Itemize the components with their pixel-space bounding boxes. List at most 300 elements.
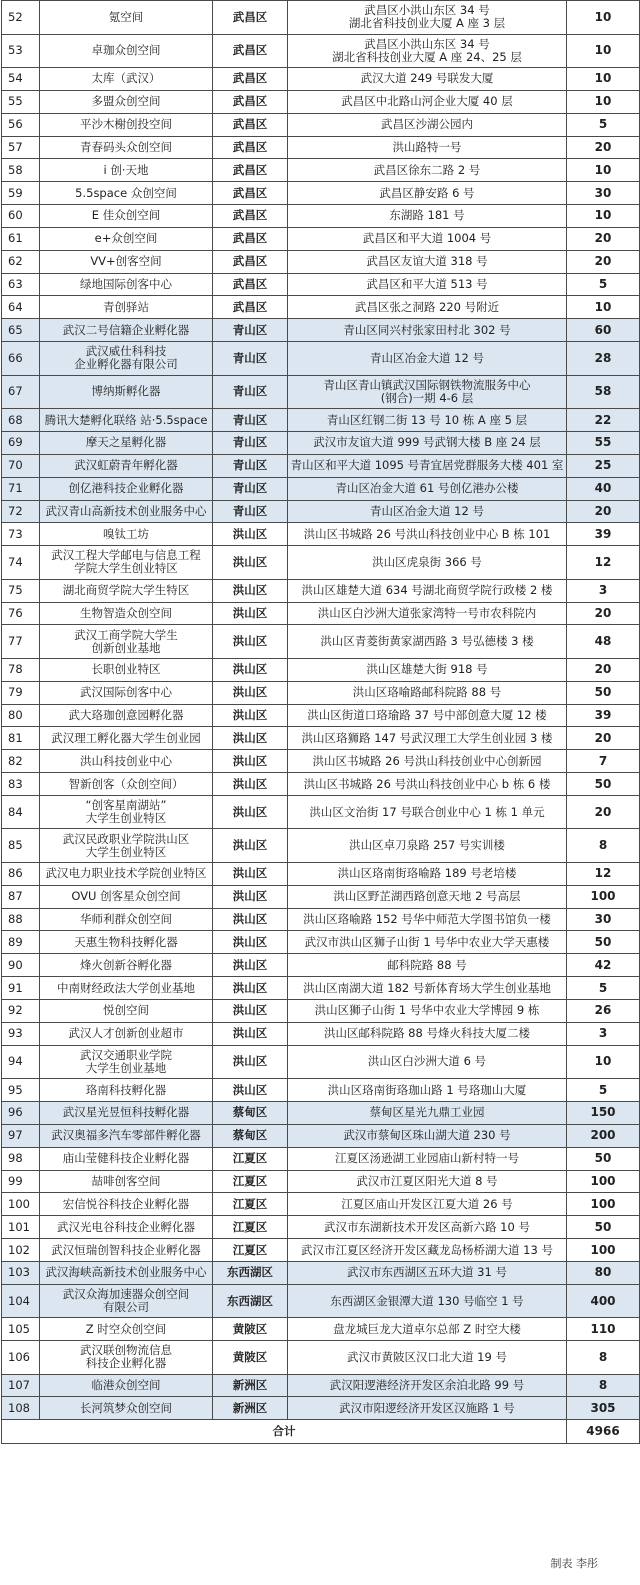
address: 洪山区雄楚大街 918 号 bbox=[288, 658, 567, 681]
district: 洪山区 bbox=[213, 908, 288, 931]
address: 武昌区小洪山东区 34 号 湖北省科技创业大厦 A 座 3 层 bbox=[288, 1, 567, 35]
area-value: 20 bbox=[567, 795, 640, 829]
table-row bbox=[2, 250, 640, 273]
district: 武昌区 bbox=[213, 68, 288, 91]
address: 武汉市东西湖区五环大道 31 号 bbox=[288, 1261, 567, 1284]
address: 洪山路特一号 bbox=[288, 136, 567, 159]
table-row bbox=[2, 68, 640, 91]
address: 武昌区沙湖公园内 bbox=[288, 113, 567, 136]
incubator-name: 武汉理工孵化器大学生创业园 bbox=[40, 727, 213, 750]
area-value: 20 bbox=[567, 658, 640, 681]
table-row bbox=[2, 954, 640, 977]
row-number: 91 bbox=[2, 977, 40, 1000]
row-number: 74 bbox=[2, 546, 40, 580]
district: 青山区 bbox=[213, 375, 288, 409]
incubator-name: 腾讯大楚孵化联络 站·5.5space bbox=[40, 409, 213, 432]
row-number: 105 bbox=[2, 1318, 40, 1341]
district: 洪山区 bbox=[213, 1045, 288, 1079]
address: 洪山区珞南街珞珈山路 1 号珞珈山大厦 bbox=[288, 1079, 567, 1102]
incubator-name: 悦创空间 bbox=[40, 1000, 213, 1023]
address: 洪山区珞喻路邮科院路 88 号 bbox=[288, 681, 567, 704]
table-row bbox=[2, 1170, 640, 1193]
district: 江夏区 bbox=[213, 1147, 288, 1170]
area-value: 8 bbox=[567, 1374, 640, 1397]
table-row bbox=[2, 977, 640, 1000]
address: 武昌区友谊大道 318 号 bbox=[288, 250, 567, 273]
district: 武昌区 bbox=[213, 227, 288, 250]
incubator-name: 武汉威仕科科技 企业孵化器有限公司 bbox=[40, 342, 213, 376]
district: 武昌区 bbox=[213, 90, 288, 113]
incubator-name: 武汉国际创客中心 bbox=[40, 681, 213, 704]
row-number: 81 bbox=[2, 727, 40, 750]
district: 青山区 bbox=[213, 319, 288, 342]
row-number: 80 bbox=[2, 704, 40, 727]
area-value: 80 bbox=[567, 1261, 640, 1284]
address: 洪山区书城路 26 号洪山科技创业中心创新园 bbox=[288, 750, 567, 773]
district: 洪山区 bbox=[213, 885, 288, 908]
area-value: 400 bbox=[567, 1284, 640, 1318]
district: 武昌区 bbox=[213, 1, 288, 35]
address: 洪山区虎泉街 366 号 bbox=[288, 546, 567, 580]
table-row bbox=[2, 523, 640, 546]
incubator-name: 武汉恒瑞创智科技企业孵化器 bbox=[40, 1239, 213, 1262]
row-number: 108 bbox=[2, 1397, 40, 1420]
table-row bbox=[2, 1374, 640, 1397]
table-row bbox=[2, 829, 640, 863]
total-label: 合计 bbox=[2, 1420, 567, 1444]
row-number: 54 bbox=[2, 68, 40, 91]
address: 江夏区汤逊湖工业园庙山新村特一号 bbox=[288, 1147, 567, 1170]
incubator-name: 武汉联创物流信息 科技企业孵化器 bbox=[40, 1341, 213, 1375]
area-value: 39 bbox=[567, 704, 640, 727]
address: 武汉市蔡甸区珠山湖大道 230 号 bbox=[288, 1124, 567, 1147]
district: 青山区 bbox=[213, 431, 288, 454]
area-value: 12 bbox=[567, 546, 640, 580]
district: 洪山区 bbox=[213, 862, 288, 885]
table-row bbox=[2, 704, 640, 727]
table-row bbox=[2, 1022, 640, 1045]
incubator-name: 卓珈众创空间 bbox=[40, 34, 213, 68]
table-row bbox=[2, 34, 640, 68]
table-row bbox=[2, 1239, 640, 1262]
address: 洪山区野芷湖西路创意天地 2 号高层 bbox=[288, 885, 567, 908]
incubator-name: 烽火创新谷孵化器 bbox=[40, 954, 213, 977]
area-value: 5 bbox=[567, 1079, 640, 1102]
table-row bbox=[2, 319, 640, 342]
district: 洪山区 bbox=[213, 727, 288, 750]
row-number: 52 bbox=[2, 1, 40, 35]
table-row bbox=[2, 342, 640, 376]
address: 洪山区南湖大道 182 号新体育场大学生创业基地 bbox=[288, 977, 567, 1000]
area-value: 10 bbox=[567, 205, 640, 228]
incubator-name: 武汉青山高新技术创业服务中心 bbox=[40, 500, 213, 523]
table-row bbox=[2, 90, 640, 113]
table-row bbox=[2, 431, 640, 454]
table-row bbox=[2, 1284, 640, 1318]
area-value: 58 bbox=[567, 375, 640, 409]
table-row bbox=[2, 625, 640, 659]
row-number: 94 bbox=[2, 1045, 40, 1079]
total-value: 4966 bbox=[567, 1420, 640, 1444]
area-value: 305 bbox=[567, 1397, 640, 1420]
incubator-name: 中南财经政法大学创业基地 bbox=[40, 977, 213, 1000]
area-value: 3 bbox=[567, 1022, 640, 1045]
table-row bbox=[2, 227, 640, 250]
incubator-name: 多盟众创空间 bbox=[40, 90, 213, 113]
table-row bbox=[2, 409, 640, 432]
address: 武昌区静安路 6 号 bbox=[288, 182, 567, 205]
table-row bbox=[2, 1397, 640, 1420]
table-row bbox=[2, 273, 640, 296]
address: 青山区同兴村张家田村北 302 号 bbox=[288, 319, 567, 342]
district: 蔡甸区 bbox=[213, 1102, 288, 1125]
row-number: 71 bbox=[2, 477, 40, 500]
incubator-name: 生物智造众创空间 bbox=[40, 602, 213, 625]
area-value: 28 bbox=[567, 342, 640, 376]
row-number: 75 bbox=[2, 579, 40, 602]
incubator-name: 武汉工商学院大学生 创新创业基地 bbox=[40, 625, 213, 659]
incubator-name: e+众创空间 bbox=[40, 227, 213, 250]
table-maker-credit: 制表 李彤 bbox=[550, 1557, 598, 1570]
row-number: 106 bbox=[2, 1341, 40, 1375]
table-row bbox=[2, 113, 640, 136]
incubator-name: VV+创客空间 bbox=[40, 250, 213, 273]
district: 洪山区 bbox=[213, 658, 288, 681]
table-row bbox=[2, 1079, 640, 1102]
table-row bbox=[2, 750, 640, 773]
area-value: 8 bbox=[567, 829, 640, 863]
table-row bbox=[2, 658, 640, 681]
address: 洪山区雄楚大道 634 号湖北商贸学院行政楼 2 楼 bbox=[288, 579, 567, 602]
area-value: 20 bbox=[567, 727, 640, 750]
area-value: 10 bbox=[567, 90, 640, 113]
row-number: 93 bbox=[2, 1022, 40, 1045]
incubator-name: 庙山莹健科技企业孵化器 bbox=[40, 1147, 213, 1170]
district: 武昌区 bbox=[213, 250, 288, 273]
district: 武昌区 bbox=[213, 205, 288, 228]
address: 洪山区书城路 26 号洪山科技创业中心 b 栋 6 楼 bbox=[288, 773, 567, 796]
row-number: 59 bbox=[2, 182, 40, 205]
row-number: 103 bbox=[2, 1261, 40, 1284]
incubator-name: 武汉星光昱恒科技孵化器 bbox=[40, 1102, 213, 1125]
address: 江夏区庙山开发区江夏大道 26 号 bbox=[288, 1193, 567, 1216]
district: 青山区 bbox=[213, 409, 288, 432]
table-row bbox=[2, 205, 640, 228]
address: 青山区冶金大道 12 号 bbox=[288, 500, 567, 523]
area-value: 8 bbox=[567, 1341, 640, 1375]
row-number: 85 bbox=[2, 829, 40, 863]
area-value: 20 bbox=[567, 500, 640, 523]
incubator-name: 武汉工程大学邮电与信息工程 学院大学生创业特区 bbox=[40, 546, 213, 580]
address: 武昌区张之洞路 220 号附近 bbox=[288, 296, 567, 319]
total-row bbox=[2, 1420, 640, 1444]
incubator-name: 绿地国际创客中心 bbox=[40, 273, 213, 296]
area-value: 30 bbox=[567, 182, 640, 205]
district: 洪山区 bbox=[213, 523, 288, 546]
area-value: 12 bbox=[567, 862, 640, 885]
address: 洪山区青菱街黄家湖西路 3 号弘德楼 3 楼 bbox=[288, 625, 567, 659]
district: 青山区 bbox=[213, 500, 288, 523]
district: 洪山区 bbox=[213, 546, 288, 580]
incubator-name: 宏信悦谷科技企业孵化器 bbox=[40, 1193, 213, 1216]
row-number: 56 bbox=[2, 113, 40, 136]
area-value: 50 bbox=[567, 773, 640, 796]
row-number: 87 bbox=[2, 885, 40, 908]
incubator-name: 临港众创空间 bbox=[40, 1374, 213, 1397]
row-number: 90 bbox=[2, 954, 40, 977]
district: 洪山区 bbox=[213, 579, 288, 602]
address: 洪山区珞狮路 147 号武汉理工大学生创业园 3 楼 bbox=[288, 727, 567, 750]
incubator-name: “创客星南湖站” 大学生创业特区 bbox=[40, 795, 213, 829]
address: 武昌区小洪山东区 34 号 湖北省科技创业大厦 A 座 24、25 层 bbox=[288, 34, 567, 68]
row-number: 69 bbox=[2, 431, 40, 454]
table-row bbox=[2, 477, 640, 500]
address: 武昌区和平大道 513 号 bbox=[288, 273, 567, 296]
district: 武昌区 bbox=[213, 136, 288, 159]
incubator-name: Z 时空众创空间 bbox=[40, 1318, 213, 1341]
district: 洪山区 bbox=[213, 1022, 288, 1045]
table-row bbox=[2, 579, 640, 602]
table-row bbox=[2, 1216, 640, 1239]
district: 洪山区 bbox=[213, 681, 288, 704]
table-row bbox=[2, 862, 640, 885]
incubator-name: 摩天之星孵化器 bbox=[40, 431, 213, 454]
area-value: 48 bbox=[567, 625, 640, 659]
incubator-name: 长河筑梦众创空间 bbox=[40, 1397, 213, 1420]
incubator-name: 武大珞珈创意园孵化器 bbox=[40, 704, 213, 727]
address: 武汉阳逻港经济开发区余泊北路 99 号 bbox=[288, 1374, 567, 1397]
incubator-name: 青春码头众创空间 bbox=[40, 136, 213, 159]
district: 青山区 bbox=[213, 454, 288, 477]
district: 蔡甸区 bbox=[213, 1124, 288, 1147]
row-number: 72 bbox=[2, 500, 40, 523]
district: 洪山区 bbox=[213, 829, 288, 863]
district: 洪山区 bbox=[213, 954, 288, 977]
district: 武昌区 bbox=[213, 273, 288, 296]
address: 青山区青山镇武汉国际钢铁物流服务中心 (钢合)一期 4-6 层 bbox=[288, 375, 567, 409]
row-number: 62 bbox=[2, 250, 40, 273]
address: 青山区红钢二街 13 号 10 栋 A 座 5 层 bbox=[288, 409, 567, 432]
row-number: 64 bbox=[2, 296, 40, 319]
row-number: 78 bbox=[2, 658, 40, 681]
table-row bbox=[2, 1000, 640, 1023]
address: 武汉市黄陂区汉口北大道 19 号 bbox=[288, 1341, 567, 1375]
incubator-name: 喆啡创客空间 bbox=[40, 1170, 213, 1193]
row-number: 61 bbox=[2, 227, 40, 250]
area-value: 7 bbox=[567, 750, 640, 773]
table-row bbox=[2, 500, 640, 523]
area-value: 10 bbox=[567, 1, 640, 35]
address: 洪山区书城路 26 号洪山科技创业中心 B 栋 101 bbox=[288, 523, 567, 546]
district: 东西湖区 bbox=[213, 1261, 288, 1284]
district: 青山区 bbox=[213, 342, 288, 376]
address: 武汉市东湖新技术开发区高新六路 10 号 bbox=[288, 1216, 567, 1239]
row-number: 89 bbox=[2, 931, 40, 954]
district: 武昌区 bbox=[213, 182, 288, 205]
district: 江夏区 bbox=[213, 1170, 288, 1193]
district: 洪山区 bbox=[213, 931, 288, 954]
address: 武昌区中北路山河企业大厦 40 层 bbox=[288, 90, 567, 113]
incubator-name: 湖北商贸学院大学生特区 bbox=[40, 579, 213, 602]
area-value: 10 bbox=[567, 34, 640, 68]
row-number: 99 bbox=[2, 1170, 40, 1193]
address: 洪山区邮科院路 88 号烽火科技大厦二楼 bbox=[288, 1022, 567, 1045]
area-value: 40 bbox=[567, 477, 640, 500]
incubator-name: 洪山科技创业中心 bbox=[40, 750, 213, 773]
area-value: 25 bbox=[567, 454, 640, 477]
address: 武汉市江夏区阳光大道 8 号 bbox=[288, 1170, 567, 1193]
table-row bbox=[2, 159, 640, 182]
row-number: 65 bbox=[2, 319, 40, 342]
district: 洪山区 bbox=[213, 773, 288, 796]
address: 东西湖区金银潭大道 130 号临空 1 号 bbox=[288, 1284, 567, 1318]
row-number: 57 bbox=[2, 136, 40, 159]
address: 邮科院路 88 号 bbox=[288, 954, 567, 977]
address: 洪山区珞喻路 152 号华中师范大学图书馆负一楼 bbox=[288, 908, 567, 931]
incubator-name: 武汉海峡高新技术创业服务中心 bbox=[40, 1261, 213, 1284]
row-number: 107 bbox=[2, 1374, 40, 1397]
area-value: 100 bbox=[567, 885, 640, 908]
area-value: 39 bbox=[567, 523, 640, 546]
incubator-name: 武汉交通职业学院 大学生创业基地 bbox=[40, 1045, 213, 1079]
table-row bbox=[2, 182, 640, 205]
table-row bbox=[2, 136, 640, 159]
row-number: 88 bbox=[2, 908, 40, 931]
row-number: 95 bbox=[2, 1079, 40, 1102]
row-number: 97 bbox=[2, 1124, 40, 1147]
address: 洪山区狮子山街 1 号华中农业大学博园 9 栋 bbox=[288, 1000, 567, 1023]
table-row bbox=[2, 1261, 640, 1284]
address: 洪山区白沙洲大道 6 号 bbox=[288, 1045, 567, 1079]
table-row bbox=[2, 1, 640, 35]
incubator-name: 天惠生物科技孵化器 bbox=[40, 931, 213, 954]
address: 洪山区珞南街珞喻路 189 号老培楼 bbox=[288, 862, 567, 885]
row-number: 96 bbox=[2, 1102, 40, 1125]
incubator-name: 创亿港科技企业孵化器 bbox=[40, 477, 213, 500]
table-row bbox=[2, 1318, 640, 1341]
area-value: 150 bbox=[567, 1102, 640, 1125]
address: 青山区冶金大道 12 号 bbox=[288, 342, 567, 376]
incubator-name: 嗅钛工坊 bbox=[40, 523, 213, 546]
area-value: 20 bbox=[567, 136, 640, 159]
row-number: 67 bbox=[2, 375, 40, 409]
incubator-name: 武汉二号信籍企业孵化器 bbox=[40, 319, 213, 342]
area-value: 30 bbox=[567, 908, 640, 931]
district: 江夏区 bbox=[213, 1239, 288, 1262]
incubator-name: 氪空间 bbox=[40, 1, 213, 35]
table-row bbox=[2, 1045, 640, 1079]
incubator-name: 智新创客（众创空间） bbox=[40, 773, 213, 796]
area-value: 3 bbox=[567, 579, 640, 602]
incubator-name: 武汉奥福多汽车零部件孵化器 bbox=[40, 1124, 213, 1147]
row-number: 68 bbox=[2, 409, 40, 432]
table-row bbox=[2, 681, 640, 704]
table-row bbox=[2, 727, 640, 750]
area-value: 55 bbox=[567, 431, 640, 454]
district: 江夏区 bbox=[213, 1193, 288, 1216]
row-number: 102 bbox=[2, 1239, 40, 1262]
address: 洪山区文治街 17 号联合创业中心 1 栋 1 单元 bbox=[288, 795, 567, 829]
address: 武汉市江夏区经济开发区藏龙岛杨桥湖大道 13 号 bbox=[288, 1239, 567, 1262]
district: 洪山区 bbox=[213, 1000, 288, 1023]
area-value: 5 bbox=[567, 273, 640, 296]
address: 武昌区和平大道 1004 号 bbox=[288, 227, 567, 250]
row-number: 76 bbox=[2, 602, 40, 625]
row-number: 66 bbox=[2, 342, 40, 376]
table-row bbox=[2, 885, 640, 908]
district: 洪山区 bbox=[213, 795, 288, 829]
area-value: 50 bbox=[567, 1216, 640, 1239]
table-row bbox=[2, 931, 640, 954]
district: 洪山区 bbox=[213, 1079, 288, 1102]
district: 洪山区 bbox=[213, 625, 288, 659]
district: 武昌区 bbox=[213, 34, 288, 68]
incubator-name: 武汉众海加速器众创空间 有限公司 bbox=[40, 1284, 213, 1318]
row-number: 55 bbox=[2, 90, 40, 113]
area-value: 10 bbox=[567, 159, 640, 182]
area-value: 100 bbox=[567, 1239, 640, 1262]
address: 武汉市阳逻经济开发区汉施路 1 号 bbox=[288, 1397, 567, 1420]
district: 武昌区 bbox=[213, 113, 288, 136]
area-value: 50 bbox=[567, 1147, 640, 1170]
row-number: 98 bbox=[2, 1147, 40, 1170]
table-row bbox=[2, 602, 640, 625]
area-value: 20 bbox=[567, 602, 640, 625]
address: 武汉市洪山区狮子山街 1 号华中农业大学天惠楼 bbox=[288, 931, 567, 954]
district: 武昌区 bbox=[213, 296, 288, 319]
incubator-name: 长职创业特区 bbox=[40, 658, 213, 681]
address: 东湖路 181 号 bbox=[288, 205, 567, 228]
incubator-name: 平沙木榭创投空间 bbox=[40, 113, 213, 136]
address: 盘龙城巨龙大道卓尔总部 Z 时空大楼 bbox=[288, 1318, 567, 1341]
table-body bbox=[2, 1, 640, 1420]
row-number: 58 bbox=[2, 159, 40, 182]
row-number: 82 bbox=[2, 750, 40, 773]
row-number: 77 bbox=[2, 625, 40, 659]
incubator-name: E 佳众创空间 bbox=[40, 205, 213, 228]
address: 武汉大道 249 号联发大厦 bbox=[288, 68, 567, 91]
area-value: 26 bbox=[567, 1000, 640, 1023]
district: 黄陂区 bbox=[213, 1318, 288, 1341]
incubator-name: 太库（武汉） bbox=[40, 68, 213, 91]
row-number: 70 bbox=[2, 454, 40, 477]
table-row bbox=[2, 296, 640, 319]
area-value: 20 bbox=[567, 250, 640, 273]
table-row bbox=[2, 454, 640, 477]
area-value: 10 bbox=[567, 68, 640, 91]
district: 东西湖区 bbox=[213, 1284, 288, 1318]
incubator-name: i 创·天地 bbox=[40, 159, 213, 182]
row-number: 84 bbox=[2, 795, 40, 829]
table-row bbox=[2, 1124, 640, 1147]
row-number: 86 bbox=[2, 862, 40, 885]
area-value: 60 bbox=[567, 319, 640, 342]
table-row bbox=[2, 546, 640, 580]
incubator-name: 博纳斯孵化器 bbox=[40, 375, 213, 409]
district: 洪山区 bbox=[213, 704, 288, 727]
incubator-name: 武汉电力职业技术学院创业特区 bbox=[40, 862, 213, 885]
district: 新洲区 bbox=[213, 1397, 288, 1420]
district: 黄陂区 bbox=[213, 1341, 288, 1375]
area-value: 50 bbox=[567, 681, 640, 704]
area-value: 42 bbox=[567, 954, 640, 977]
area-value: 5 bbox=[567, 113, 640, 136]
row-number: 60 bbox=[2, 205, 40, 228]
address: 洪山区街道口珞瑜路 37 号中部创意大厦 12 楼 bbox=[288, 704, 567, 727]
district: 武昌区 bbox=[213, 159, 288, 182]
address: 青山区冶金大道 61 号创亿港办公楼 bbox=[288, 477, 567, 500]
row-number: 104 bbox=[2, 1284, 40, 1318]
